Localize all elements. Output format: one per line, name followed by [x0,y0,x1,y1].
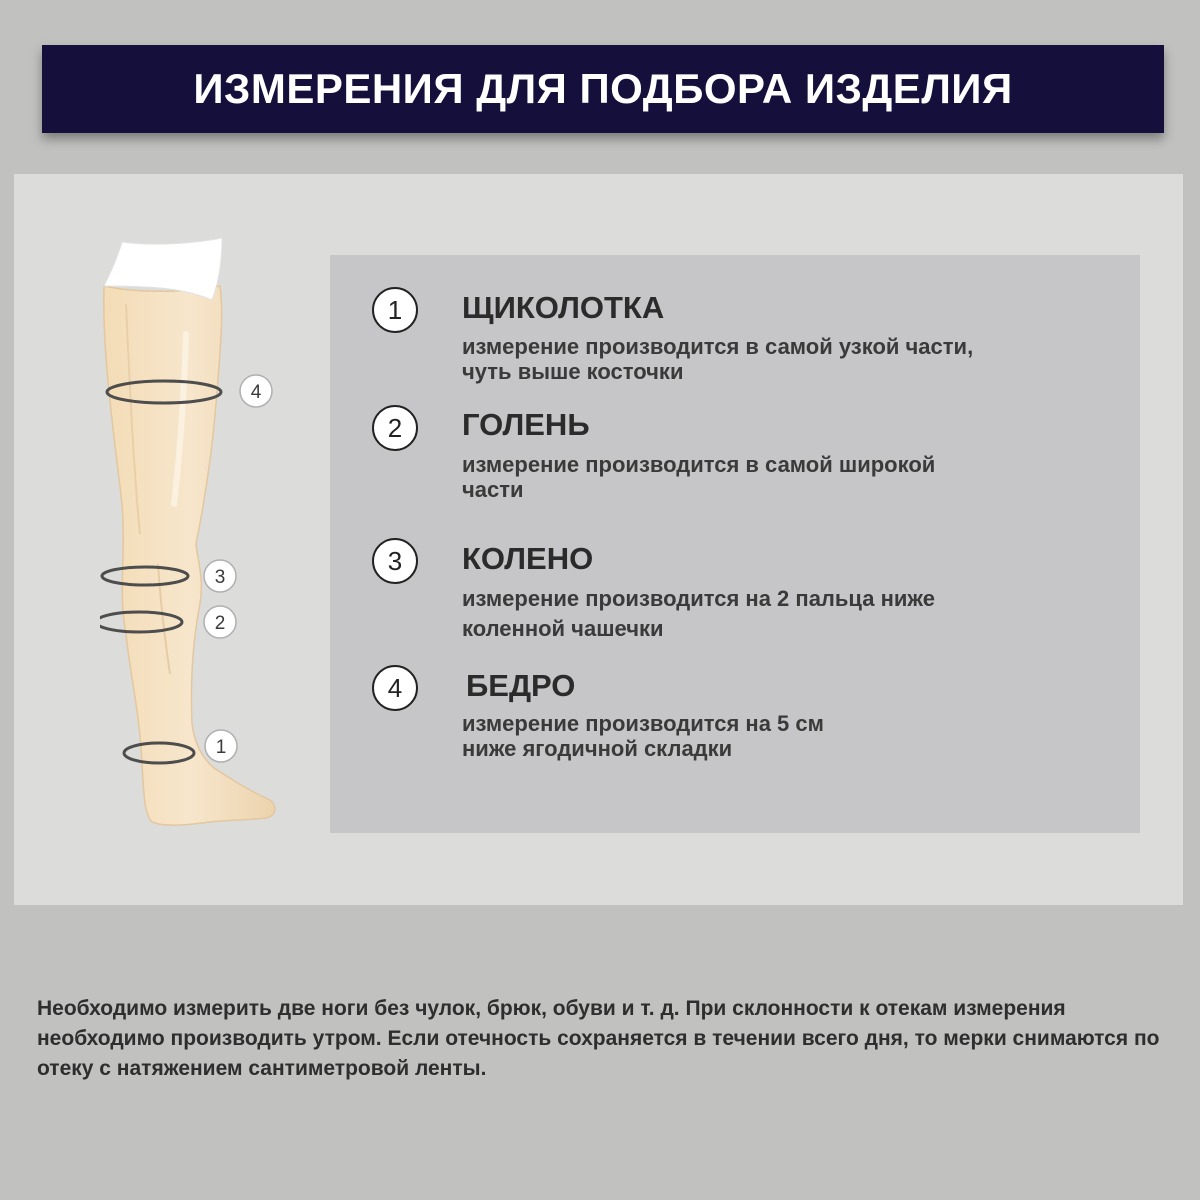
item-number-badge: 3 [372,538,418,584]
item-description: измерение производится в самой узкой части, чуть выше косточки [462,334,974,384]
page-title: ИЗМЕРЕНИЯ ДЛЯ ПОДБОРА ИЗДЕЛИЯ [193,65,1013,112]
item-number-badge: 4 [372,665,418,711]
marker-knee [204,560,236,592]
marker-number: 4 [250,382,262,403]
leg-silhouette [104,286,275,825]
footer-note: Необходимо измерить две ноги без чулок, брюк, обуви и т. д. При склонности к отекам измерения необходимо производить утром. Если отечность сохраняется в течении всего дня, то мерки снимаются по отеку с натяжением сантиметровой ленты. [37,997,1160,1080]
item-title: ЩИКОЛОТКА [462,290,665,325]
leg-diagram [100,234,300,834]
item-description: измерение производится на 5 см ниже ягодичной складки [462,711,824,761]
page-header [42,45,1164,133]
measurements-list [330,255,1140,833]
item-number-badge: 1 [372,287,418,333]
marker-calf [204,606,236,638]
item-number-badge: 2 [372,405,418,451]
marker-ankle [205,730,237,762]
marker-number: 3 [214,567,226,588]
marker-thigh [240,375,272,407]
item-description: измерение производится в самой широкой части [462,452,936,502]
item-title: БЕДРО [466,668,576,703]
item-description: измерение производится на 2 пальца ниже коленной чашечки [462,586,935,641]
item-title: ГОЛЕНЬ [462,407,590,442]
item-title: КОЛЕНО [462,541,594,576]
content-panel [14,174,1183,905]
marker-number: 2 [214,613,226,634]
marker-number: 1 [215,737,227,758]
